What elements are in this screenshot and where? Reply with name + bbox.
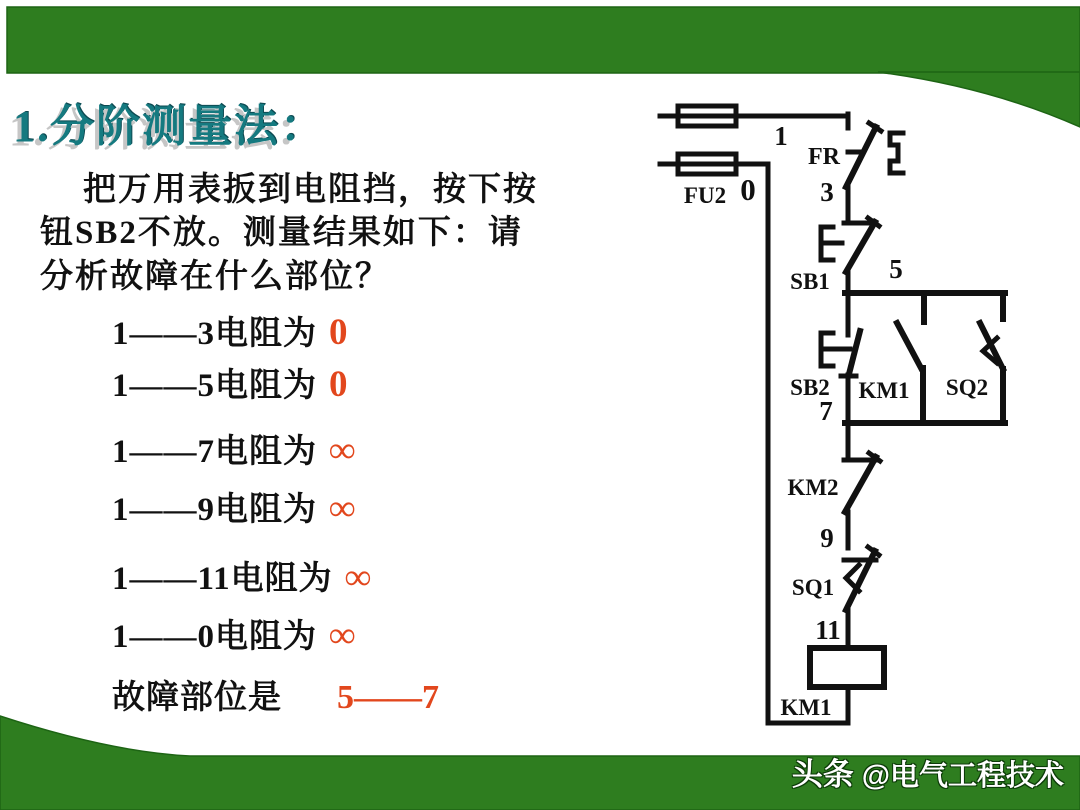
measurement-value: ∞ (329, 615, 357, 656)
circuit-label-km1-contact: KM1 (858, 378, 910, 403)
node-number-0: 0 (740, 172, 756, 207)
parallel-branch-wires (845, 293, 1005, 423)
paragraph-line: 钮SB2不放。测量结果如下：请 (40, 215, 523, 251)
measurement-label: 1——3电阻为 (112, 316, 317, 352)
measurement-label: 1——5电阻为 (112, 368, 317, 404)
measurement-label: 1——7电阻为 (112, 434, 317, 470)
measurement-value: ∞ (344, 557, 373, 598)
paragraph-line: 分析故障在什么部位？ (40, 259, 390, 295)
km1-contact-symbol (897, 323, 921, 368)
footer-watermark (792, 749, 1064, 794)
circuit-label-fu2: FU2 (683, 183, 727, 208)
measurement-label: 1——9电阻为 (112, 492, 317, 528)
km1-coil-symbol (810, 648, 884, 687)
fr-contact-symbol (846, 123, 903, 187)
node-number-11: 11 (815, 615, 841, 645)
node-number-1: 1 (774, 121, 788, 151)
sb2-contact-symbol (821, 331, 860, 376)
sq2-contact-symbol (980, 323, 1003, 369)
sq1-contact-symbol (844, 547, 879, 610)
conclusion-label: 故障部位是 (112, 680, 282, 716)
circuit-label-sq2: SQ2 (945, 375, 989, 400)
km2-contact-symbol (844, 453, 880, 512)
pushbutton-actuator-icon (821, 227, 833, 260)
circuit-label-sb2: SB2 (790, 375, 830, 400)
measurement-label: 1——0电阻为 (112, 619, 317, 655)
circuit-label-fr: FR (808, 144, 840, 170)
page-title: 1.分阶测量法： (13, 102, 326, 151)
conclusion-value: 5——7 (337, 679, 439, 716)
measurement-value: 0 (329, 312, 349, 353)
node-number-5: 5 (889, 254, 903, 284)
footer-brand-toutiao: 头条 (791, 757, 854, 792)
circuit-label-km1-coil: KM1 (780, 695, 832, 720)
thermal-element-icon (890, 133, 903, 173)
measurement-value: 0 (329, 364, 349, 405)
pushbutton-actuator-icon (821, 333, 833, 366)
measurement-value: ∞ (329, 488, 357, 529)
circuit-label-km2: KM2 (787, 475, 839, 500)
node-number-9: 9 (820, 523, 834, 553)
measurement-value: ∞ (329, 430, 357, 471)
circuit-label-sb1: SB1 (790, 269, 830, 294)
circuit-label-sq1: SQ1 (791, 575, 835, 600)
node-number-3: 3 (820, 177, 834, 207)
measurement-label: 1——11电阻为 (112, 561, 333, 597)
sb1-contact-symbol (821, 218, 879, 272)
paragraph-line: 把万用表扳到电阻挡，按下按 (83, 172, 538, 208)
node-number-7: 7 (819, 396, 833, 426)
footer-handle: @电气工程技术 (861, 760, 1064, 792)
